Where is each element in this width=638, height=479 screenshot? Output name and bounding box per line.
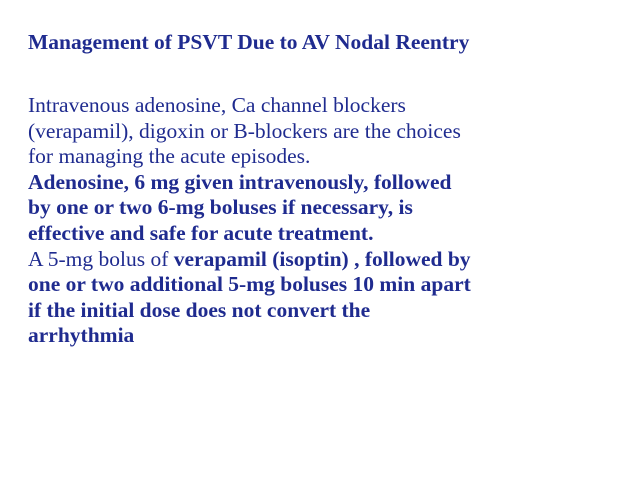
body-line: by one or two 6-mg boluses if necessary, is <box>28 195 413 220</box>
body-line: (verapamil), digoxin or B-blockers are the choices <box>28 118 461 143</box>
body-line: Adenosine, 6 mg given intravenously, followed <box>28 169 452 194</box>
body-line: Intravenous adenosine, Ca channel blockers <box>28 93 406 117</box>
body-line <box>28 247 628 273</box>
slide-body <box>28 93 628 349</box>
body-line: arrhythmia <box>28 323 135 348</box>
body-text-bold: verapamil (isoptin) , followed by <box>173 246 471 271</box>
body-text-normal: A 5-mg bolus of <box>28 246 174 271</box>
body-line: for managing the acute episodes. <box>28 144 311 169</box>
paragraph-adenosine-options <box>28 93 628 170</box>
paragraph-adenosine-dose <box>28 170 628 247</box>
body-line: one or two additional 5-mg boluses 10 min apart <box>28 272 471 297</box>
body-line: if the initial dose does not convert the <box>28 297 371 322</box>
slide-title: Management of PSVT Due to AV Nodal Reentry <box>28 30 470 54</box>
paragraph-verapamil-dose <box>28 247 628 349</box>
body-line: effective and safe for acute treatment. <box>28 220 374 245</box>
